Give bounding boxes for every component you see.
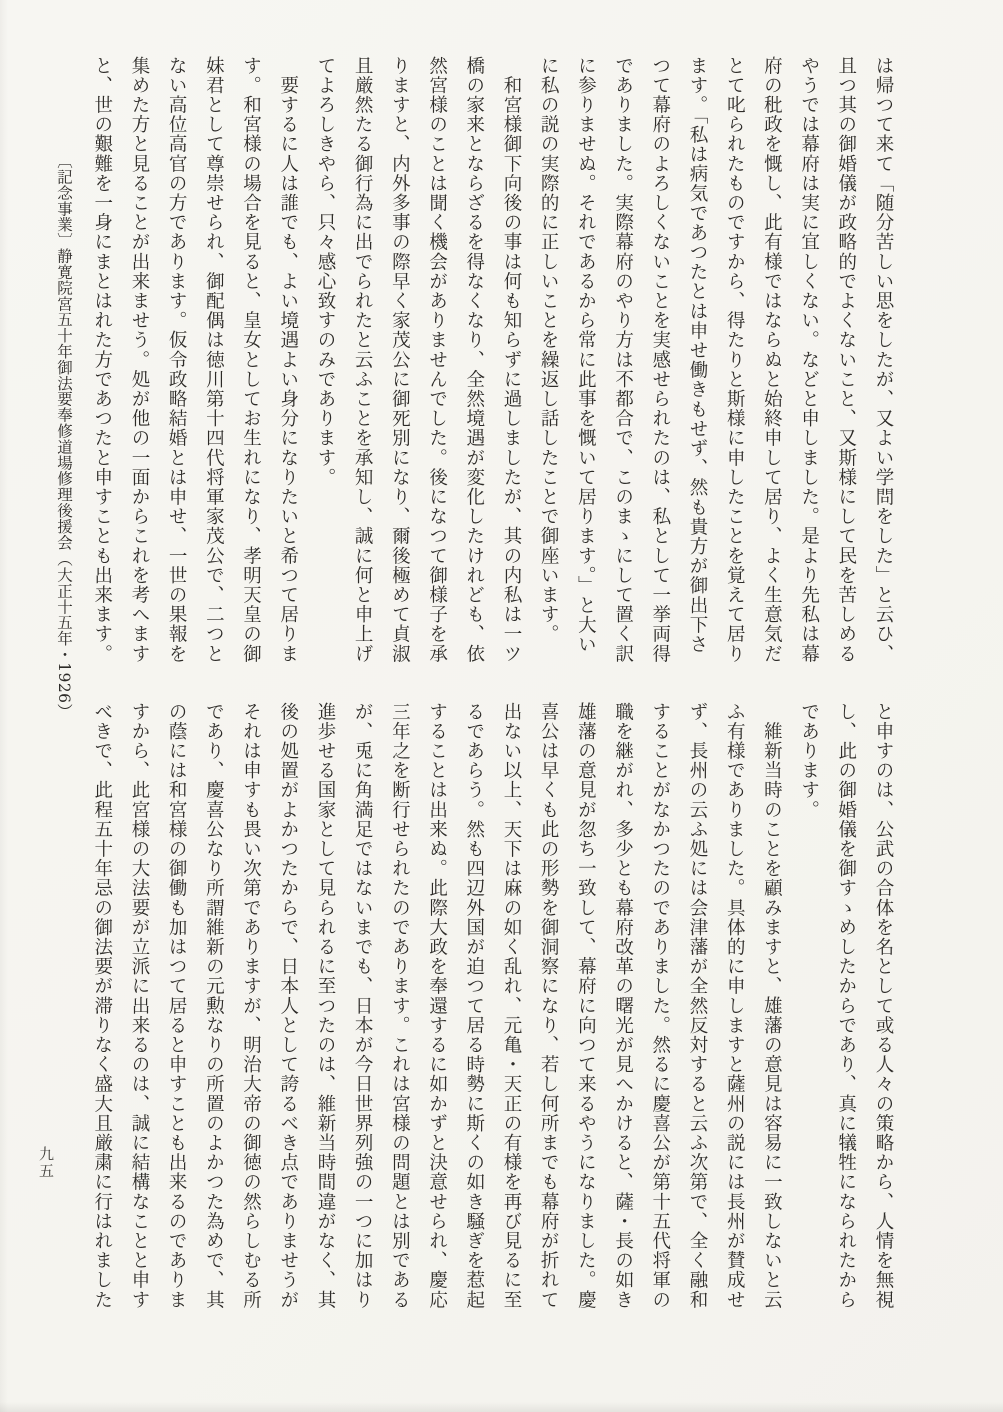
heading-title: 静寛院宮五十年御法要奉修道場修理後援会: [55, 248, 73, 551]
text-column: と申すのは、公武の合体を名として或る人々の策略から、人情を無視: [873, 702, 894, 1310]
text-column: であります。: [798, 702, 820, 820]
text-column: とて叱られたものですから、得たりと斯様に申したことを覚えて居り: [724, 56, 746, 664]
lower-text-block: [84, 702, 902, 1318]
text-column: ます。「私は病気であつたとは申せ働きもせず、然も貴方が御出下さ: [686, 56, 708, 655]
upper-text-block: [84, 56, 902, 672]
heading-date: （大正十五年・1926）: [55, 550, 73, 719]
text-column: 維新当時のことを顧みますと、雄藩の意見は容易に一致しないと云: [761, 702, 783, 1310]
text-column: 橋の家来とならざるを得なくなり、全然境遇が変化したけれども、依: [463, 56, 485, 664]
text-column: であり、慶喜公なり所謂維新の元勲なりの所置のよかつた為めで、其: [203, 702, 225, 1310]
chapter-heading: [50, 153, 78, 753]
text-column: ず、長州の云ふ処には会津藩が全然反対すると云ふ次第で、全く融和: [686, 702, 708, 1310]
text-column: は帰つて来て「随分苦しい思をしたが、又よい学問をした」と云ひ、: [873, 56, 894, 664]
text-column: るであらう。然も四辺外国が迫つて居る時勢に斯くの如き騒ぎを惹起: [463, 702, 485, 1310]
text-column: でありました。実際幕府のやり方は不都合で、このまゝにして置く訳: [612, 56, 634, 664]
text-column: 妹君として尊崇せられ、御配偶は徳川第十四代将軍家茂公で、二つと: [203, 56, 225, 664]
text-column: てよろしきやら、只々感心致すのみであります。: [314, 56, 336, 488]
text-column: が、兎に角満足ではないまでも、日本が今日世界列強の一つに加はり: [352, 702, 374, 1310]
text-column: べきで、此程五十年忌の御法要が滞りなく盛大且厳粛に行はれました: [91, 702, 113, 1310]
text-column: それは申すも畏い次第でありますが、明治大帝の御徳の然らしむる所: [240, 702, 262, 1310]
text-column: することがなかつたのでありました。然るに慶喜公が第十五代将軍の: [649, 702, 671, 1310]
text-column: に私の説の実際的に正しいことを繰返し話したことで御座います。: [538, 56, 560, 644]
text-column: することは出来ぬ。此際大政を奉還するに如かずと決意せられ、慶応: [426, 702, 448, 1310]
text-column: と、世の艱難を一身にまとはれた方であつたと申すことも出来ます。: [91, 56, 113, 664]
text-column: に参りませぬ。それであるから常に此事を慨いて居ります。」と大い: [575, 56, 597, 655]
text-column: 且厳然たる御行為に出でられたと云ふことを承知し、誠に何と申上げ: [352, 56, 374, 664]
text-column: ない高位高官の方であります。仮令政略結婚とは申せ、一世の果報を: [166, 56, 188, 664]
text-column: りますと、内外多事の際早く家茂公に御死別になり、爾後極めて貞淑: [389, 56, 411, 664]
text-column: 府の秕政を慨し、此有様ではならぬと始終申して居り、よく生意気だ: [761, 56, 783, 664]
scan-shadow-bottom: [0, 1402, 1003, 1412]
text-column: 喜公は早くも此の形勢を御洞察になり、若し何所までも幕府が折れて: [538, 702, 560, 1310]
text-column: 集めた方と見ることが出来ませう。処が他の一面からこれを考へます: [128, 56, 150, 664]
text-column: 和宮様御下向後の事は何も知らずに過しましたが、其の内私は一ツ: [500, 56, 522, 664]
text-column: 三年之を断行せられたのであります。これは宮様の問題とは別である: [389, 702, 411, 1310]
text-column: ふ有様でありました。具体的に申しますと薩州の説には長州が賛成せ: [724, 702, 746, 1310]
text-column: やうでは幕府は実に宜しくない。などと申しました。是より先私は幕: [798, 56, 820, 664]
text-column: 要するに人は誰でも、よい境遇よい身分になりたいと希つて居りま: [277, 56, 299, 664]
text-column: の蔭には和宮様の御働も加はつて居ると申すことも出来るのでありま: [166, 702, 188, 1310]
text-column: 出ない以上、天下は麻の如く乱れ、元亀・天正の有様を再び見るに至: [500, 702, 522, 1310]
text-column: 然宮様のことは聞く機会がありませんでした。後になつて御様子を承: [426, 56, 448, 664]
scan-shadow-left: [0, 0, 8, 1412]
text-column: 後の処置がよかつたからで、日本人として誇るべき点でありませうが: [277, 702, 299, 1310]
page-number: 九五: [37, 1146, 55, 1180]
heading-section-label: 〔記念事業〕: [55, 153, 73, 249]
text-column: 雄藩の意見が忽ち一致して、幕府に向つて来るやうになりました。慶: [575, 702, 597, 1310]
text-column: つて幕府のよろしくないことを実感せられたのは、私として一挙両得: [649, 56, 671, 664]
text-column: すから、此宮様の大法要が立派に出来るのは、誠に結構なことと申す: [128, 702, 150, 1310]
text-column: 且つ其の御婚儀が政略的でよくないこと、又斯様にして民を苦しめる: [835, 56, 857, 664]
text-column: 職を継がれ、多少とも幕府改革の曙光が見へかけると、薩・長の如き: [612, 702, 634, 1310]
text-column: し、此の御婚儀を御すゝめしたからであり、真に犠牲になられたから: [835, 702, 857, 1310]
text-column: 進歩せる国家として見られるに至つたのは、維新当時間違がなく、其: [314, 702, 336, 1310]
text-column: す。和宮様の場合を見ると、皇女としてお生れになり、孝明天皇の御: [240, 56, 262, 664]
